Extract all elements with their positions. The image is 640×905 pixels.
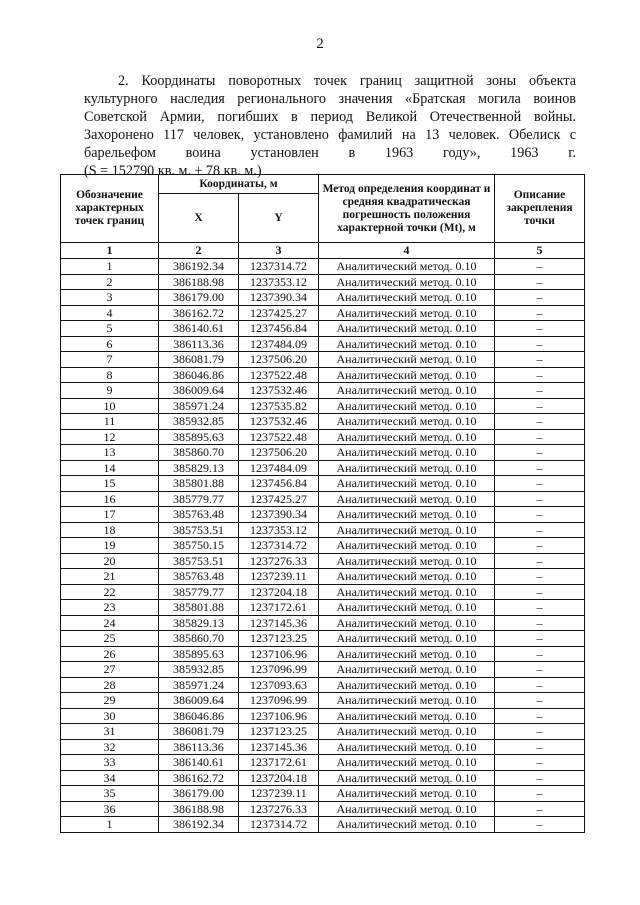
cell-y: 1237535.82 (239, 398, 319, 414)
cell-description: – (495, 646, 585, 662)
cell-method: Аналитический метод. 0.10 (319, 538, 495, 554)
cell-point: 28 (61, 677, 159, 693)
header-point: Обозначение характерных точек границ (61, 175, 159, 243)
cell-x: 385779.77 (159, 491, 239, 507)
cell-x: 385932.85 (159, 662, 239, 678)
cell-x: 385801.88 (159, 600, 239, 616)
table-row (61, 569, 585, 585)
table-row (61, 476, 585, 492)
cell-description: – (495, 290, 585, 306)
cell-y: 1237456.84 (239, 476, 319, 492)
column-number: 1 (61, 243, 159, 259)
cell-description: – (495, 538, 585, 554)
cell-point: 15 (61, 476, 159, 492)
cell-x: 386188.98 (159, 801, 239, 817)
cell-method: Аналитический метод. 0.10 (319, 553, 495, 569)
table-row (61, 522, 585, 538)
cell-point: 24 (61, 615, 159, 631)
cell-method: Аналитический метод. 0.10 (319, 367, 495, 383)
cell-description: – (495, 259, 585, 275)
table-row (61, 507, 585, 523)
cell-x: 386162.72 (159, 305, 239, 321)
cell-method: Аналитический метод. 0.10 (319, 801, 495, 817)
cell-description: – (495, 584, 585, 600)
cell-point: 19 (61, 538, 159, 554)
cell-description: – (495, 476, 585, 492)
cell-description: – (495, 414, 585, 430)
cell-x: 386009.64 (159, 693, 239, 709)
cell-method: Аналитический метод. 0.10 (319, 770, 495, 786)
cell-y: 1237106.96 (239, 708, 319, 724)
cell-point: 13 (61, 445, 159, 461)
cell-method: Аналитический метод. 0.10 (319, 755, 495, 771)
cell-method: Аналитический метод. 0.10 (319, 460, 495, 476)
cell-y: 1237522.48 (239, 367, 319, 383)
cell-x: 385971.24 (159, 677, 239, 693)
cell-x: 385932.85 (159, 414, 239, 430)
cell-x: 386192.34 (159, 259, 239, 275)
cell-method: Аналитический метод. 0.10 (319, 352, 495, 368)
cell-point: 9 (61, 383, 159, 399)
cell-point: 32 (61, 739, 159, 755)
cell-y: 1237506.20 (239, 445, 319, 461)
table-row (61, 646, 585, 662)
cell-description: – (495, 352, 585, 368)
cell-y: 1237172.61 (239, 600, 319, 616)
cell-point: 29 (61, 693, 159, 709)
cell-y: 1237353.12 (239, 274, 319, 290)
cell-description: – (495, 817, 585, 833)
cell-point: 30 (61, 708, 159, 724)
table-row (61, 460, 585, 476)
cell-y: 1237456.84 (239, 321, 319, 337)
cell-description: – (495, 677, 585, 693)
cell-y: 1237106.96 (239, 646, 319, 662)
cell-description: – (495, 662, 585, 678)
cell-point: 20 (61, 553, 159, 569)
cell-description: – (495, 786, 585, 802)
cell-x: 386113.36 (159, 336, 239, 352)
cell-y: 1237484.09 (239, 336, 319, 352)
cell-description: – (495, 491, 585, 507)
cell-point: 16 (61, 491, 159, 507)
cell-method: Аналитический метод. 0.10 (319, 615, 495, 631)
table-row (61, 755, 585, 771)
table-row (61, 677, 585, 693)
cell-point: 17 (61, 507, 159, 523)
cell-point: 3 (61, 290, 159, 306)
cell-y: 1237314.72 (239, 817, 319, 833)
cell-y: 1237532.46 (239, 383, 319, 399)
table-header (61, 175, 585, 259)
cell-description: – (495, 321, 585, 337)
cell-description: – (495, 367, 585, 383)
cell-x: 385763.48 (159, 569, 239, 585)
cell-y: 1237096.99 (239, 662, 319, 678)
cell-point: 34 (61, 770, 159, 786)
cell-point: 4 (61, 305, 159, 321)
cell-method: Аналитический метод. 0.10 (319, 336, 495, 352)
table-row (61, 739, 585, 755)
cell-method: Аналитический метод. 0.10 (319, 274, 495, 290)
table-row (61, 414, 585, 430)
cell-method: Аналитический метод. 0.10 (319, 662, 495, 678)
cell-description: – (495, 569, 585, 585)
cell-x: 386179.00 (159, 786, 239, 802)
cell-x: 385750.15 (159, 538, 239, 554)
cell-y: 1237145.36 (239, 739, 319, 755)
cell-x: 385829.13 (159, 615, 239, 631)
cell-description: – (495, 445, 585, 461)
cell-method: Аналитический метод. 0.10 (319, 693, 495, 709)
column-number: 5 (495, 243, 585, 259)
cell-method: Аналитический метод. 0.10 (319, 507, 495, 523)
cell-x: 385753.51 (159, 522, 239, 538)
table-row (61, 321, 585, 337)
table-row (61, 538, 585, 554)
header-method: Метод определения координат и средняя квадратическая погрешность положения характерной точки (Mt), м (319, 175, 495, 243)
cell-x: 385895.63 (159, 646, 239, 662)
cell-point: 33 (61, 755, 159, 771)
page-number: 2 (316, 36, 324, 52)
cell-method: Аналитический метод. 0.10 (319, 522, 495, 538)
cell-x: 386140.61 (159, 755, 239, 771)
cell-point: 27 (61, 662, 159, 678)
table-row (61, 615, 585, 631)
cell-description: – (495, 615, 585, 631)
cell-method: Аналитический метод. 0.10 (319, 305, 495, 321)
cell-method: Аналитический метод. 0.10 (319, 600, 495, 616)
cell-method: Аналитический метод. 0.10 (319, 708, 495, 724)
column-number: 4 (319, 243, 495, 259)
cell-point: 35 (61, 786, 159, 802)
table-row (61, 708, 585, 724)
table-row (61, 801, 585, 817)
table-row (61, 693, 585, 709)
cell-y: 1237276.33 (239, 553, 319, 569)
cell-description: – (495, 507, 585, 523)
cell-x: 386081.79 (159, 352, 239, 368)
cell-point: 11 (61, 414, 159, 430)
cell-point: 22 (61, 584, 159, 600)
table-row (61, 631, 585, 647)
cell-description: – (495, 460, 585, 476)
cell-point: 1 (61, 817, 159, 833)
header-coordinates: Координаты, м (159, 175, 319, 194)
cell-method: Аналитический метод. 0.10 (319, 445, 495, 461)
header-y: Y (239, 194, 319, 243)
cell-y: 1237204.18 (239, 584, 319, 600)
cell-x: 385779.77 (159, 584, 239, 600)
cell-method: Аналитический метод. 0.10 (319, 724, 495, 740)
cell-method: Аналитический метод. 0.10 (319, 476, 495, 492)
cell-y: 1237522.48 (239, 429, 319, 445)
cell-point: 12 (61, 429, 159, 445)
intro-line: Захоронено 117 человек, установлено фамилий на 13 человек. Обелиск с (84, 127, 576, 143)
intro-line: барельефом воина установлен в 1963 году», 1963 г. (84, 145, 576, 161)
cell-point: 2 (61, 274, 159, 290)
column-number: 2 (159, 243, 239, 259)
cell-x: 385860.70 (159, 445, 239, 461)
cell-x: 385895.63 (159, 429, 239, 445)
cell-point: 1 (61, 259, 159, 275)
table-row (61, 398, 585, 414)
cell-x: 386140.61 (159, 321, 239, 337)
cell-y: 1237123.25 (239, 631, 319, 647)
cell-y: 1237123.25 (239, 724, 319, 740)
cell-x: 386162.72 (159, 770, 239, 786)
cell-y: 1237239.11 (239, 786, 319, 802)
cell-method: Аналитический метод. 0.10 (319, 569, 495, 585)
cell-y: 1237096.99 (239, 693, 319, 709)
cell-point: 21 (61, 569, 159, 585)
table-row (61, 259, 585, 275)
cell-y: 1237425.27 (239, 491, 319, 507)
cell-method: Аналитический метод. 0.10 (319, 491, 495, 507)
cell-y: 1237204.18 (239, 770, 319, 786)
cell-point: 5 (61, 321, 159, 337)
cell-x: 386046.86 (159, 708, 239, 724)
cell-description: – (495, 770, 585, 786)
cell-description: – (495, 383, 585, 399)
cell-description: – (495, 801, 585, 817)
table-row (61, 383, 585, 399)
cell-point: 8 (61, 367, 159, 383)
cell-description: – (495, 522, 585, 538)
table-row (61, 290, 585, 306)
cell-x: 385763.48 (159, 507, 239, 523)
cell-x: 385829.13 (159, 460, 239, 476)
cell-point: 25 (61, 631, 159, 647)
intro-line: Советской Армии, погибших в период Великой Отечественной войны. (84, 109, 576, 125)
cell-method: Аналитический метод. 0.10 (319, 677, 495, 693)
cell-method: Аналитический метод. 0.10 (319, 429, 495, 445)
cell-x: 385971.24 (159, 398, 239, 414)
cell-method: Аналитический метод. 0.10 (319, 290, 495, 306)
cell-y: 1237239.11 (239, 569, 319, 585)
table-row (61, 274, 585, 290)
cell-description: – (495, 631, 585, 647)
cell-point: 31 (61, 724, 159, 740)
cell-x: 386113.36 (159, 739, 239, 755)
cell-x: 386046.86 (159, 367, 239, 383)
cell-y: 1237145.36 (239, 615, 319, 631)
cell-description: – (495, 305, 585, 321)
intro-line: 2. Координаты поворотных точек границ защитной зоны объекта (118, 73, 576, 89)
cell-description: – (495, 693, 585, 709)
cell-description: – (495, 724, 585, 740)
header-description: Описание закрепления точки (495, 175, 585, 243)
cell-description: – (495, 553, 585, 569)
cell-y: 1237506.20 (239, 352, 319, 368)
table-row (61, 662, 585, 678)
cell-x: 386179.00 (159, 290, 239, 306)
table-row (61, 553, 585, 569)
table-row (61, 445, 585, 461)
column-number: 3 (239, 243, 319, 259)
table-row (61, 336, 585, 352)
cell-y: 1237425.27 (239, 305, 319, 321)
cell-x: 386081.79 (159, 724, 239, 740)
table-row (61, 770, 585, 786)
cell-method: Аналитический метод. 0.10 (319, 321, 495, 337)
cell-description: – (495, 336, 585, 352)
intro-line: культурного наследия регионального значения «Братская могила воинов (84, 91, 576, 107)
table-row (61, 491, 585, 507)
cell-x: 385801.88 (159, 476, 239, 492)
cell-y: 1237390.34 (239, 507, 319, 523)
cell-method: Аналитический метод. 0.10 (319, 584, 495, 600)
cell-method: Аналитический метод. 0.10 (319, 817, 495, 833)
cell-point: 26 (61, 646, 159, 662)
cell-x: 386188.98 (159, 274, 239, 290)
cell-x: 385860.70 (159, 631, 239, 647)
cell-y: 1237532.46 (239, 414, 319, 430)
cell-point: 10 (61, 398, 159, 414)
table-row (61, 367, 585, 383)
cell-point: 6 (61, 336, 159, 352)
cell-point: 23 (61, 600, 159, 616)
cell-y: 1237276.33 (239, 801, 319, 817)
table-row (61, 305, 585, 321)
cell-description: – (495, 708, 585, 724)
cell-point: 18 (61, 522, 159, 538)
coordinates-table (60, 174, 585, 833)
table-row (61, 817, 585, 833)
table-body (61, 259, 585, 833)
intro-line: (S = 152790 кв. м. ± 78 кв. м.) (84, 163, 262, 179)
table-row (61, 600, 585, 616)
table-row (61, 429, 585, 445)
cell-description: – (495, 755, 585, 771)
cell-point: 7 (61, 352, 159, 368)
cell-y: 1237314.72 (239, 538, 319, 554)
cell-y: 1237484.09 (239, 460, 319, 476)
cell-description: – (495, 429, 585, 445)
intro-paragraph (84, 72, 576, 180)
cell-method: Аналитический метод. 0.10 (319, 646, 495, 662)
cell-method: Аналитический метод. 0.10 (319, 786, 495, 802)
cell-description: – (495, 739, 585, 755)
cell-point: 14 (61, 460, 159, 476)
cell-x: 385753.51 (159, 553, 239, 569)
table-row (61, 584, 585, 600)
cell-y: 1237353.12 (239, 522, 319, 538)
cell-method: Аналитический метод. 0.10 (319, 398, 495, 414)
cell-method: Аналитический метод. 0.10 (319, 631, 495, 647)
table-row (61, 786, 585, 802)
cell-method: Аналитический метод. 0.10 (319, 383, 495, 399)
cell-method: Аналитический метод. 0.10 (319, 259, 495, 275)
cell-y: 1237093.63 (239, 677, 319, 693)
cell-point: 36 (61, 801, 159, 817)
table-row (61, 724, 585, 740)
cell-y: 1237314.72 (239, 259, 319, 275)
cell-y: 1237390.34 (239, 290, 319, 306)
cell-y: 1237172.61 (239, 755, 319, 771)
cell-description: – (495, 274, 585, 290)
cell-method: Аналитический метод. 0.10 (319, 414, 495, 430)
table-row (61, 352, 585, 368)
cell-x: 386192.34 (159, 817, 239, 833)
cell-method: Аналитический метод. 0.10 (319, 739, 495, 755)
header-x: X (159, 194, 239, 243)
cell-description: – (495, 398, 585, 414)
cell-x: 386009.64 (159, 383, 239, 399)
cell-description: – (495, 600, 585, 616)
